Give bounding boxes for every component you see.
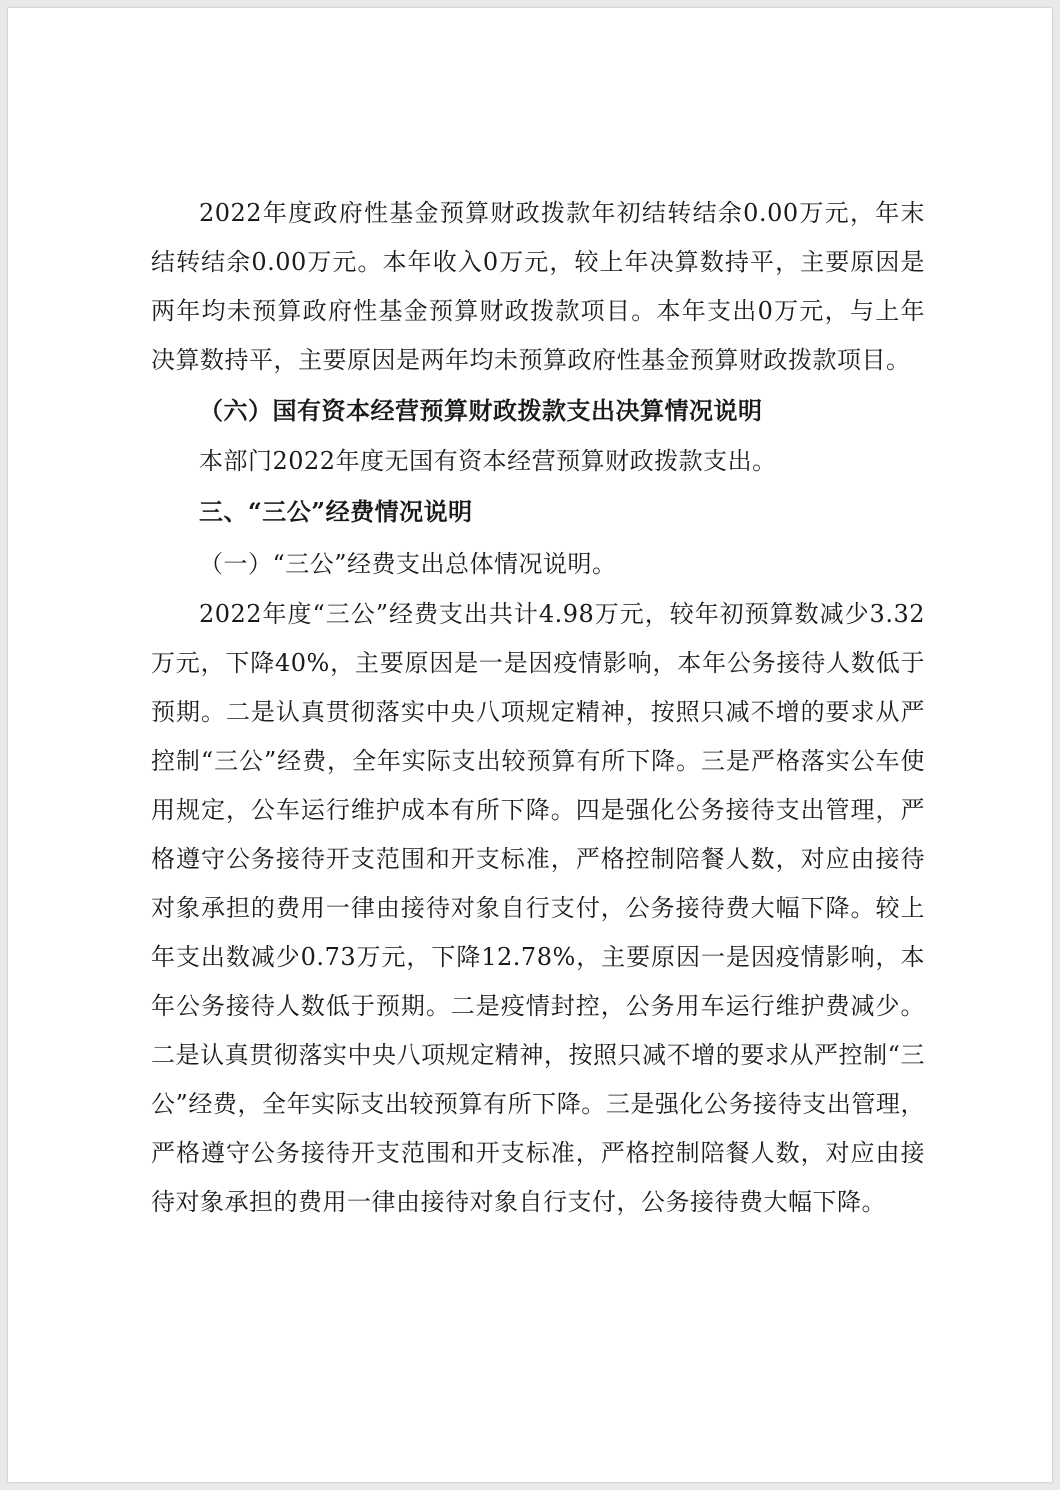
subsection-one-heading: （一）“三公”经费支出总体情况说明。 xyxy=(199,550,617,578)
section-six-heading: （六）国有资本经营预算财政拨款支出决算情况说明 xyxy=(199,396,763,425)
paragraph-fund-budget: 2022年度政府性基金预算财政拨款年初结转结余0.00万元，年末结转结余0.00万元。本年收入0万元，较上年决算数持平，主要原因是两年均未预算政府性基金预算财政拨款项目。本年支出0万元，与上年决算数持平，主要原因是两年均未预算政府性基金预算财政拨款项目。 xyxy=(151,199,925,374)
section-three-heading: 三、“三公”经费情况说明 xyxy=(199,497,473,526)
section-six-text: 本部门2022年度无国有资本经营预算财政拨款支出。 xyxy=(199,447,777,475)
paragraph-three-public-expenses: 2022年度“三公”经费支出共计4.98万元，较年初预算数减少3.32万元，下降40%，主要原因是一是因疫情影响，本年公务接待人数低于预期。二是认真贯彻落实中央八项规定精神，按照只减不增的要求从严控制“三公”经费，全年实际支出较预算有所下降。三是严格落实公车使用规定，公车运行维护成本有所下降。四是强化公务接待支出管理，严格遵守公务接待开支范围和开支标准，严格控制陪餐人数，对应由接待对象承担的费用一律由接待对象自行支付，公务接待费大幅下降。较上年支出数减少0.73万元，下降12.78%，主要原因一是因疫情影响，本年公务接待人数低于预期。二是疫情封控，公务用车运行维护费减少。二是认真贯彻落实中央八项规定精神，按照只减不增的要求从严控制“三公”经费，全年实际支出较预算有所下降。三是强化公务接待支出管理，严格遵守公务接待开支范围和开支标准，严格控制陪餐人数，对应由接待对象承担的费用一律由接待对象自行支付，公务接待费大幅下降。 xyxy=(151,600,925,1216)
document-page xyxy=(8,8,1052,1482)
document-body xyxy=(151,189,925,1227)
